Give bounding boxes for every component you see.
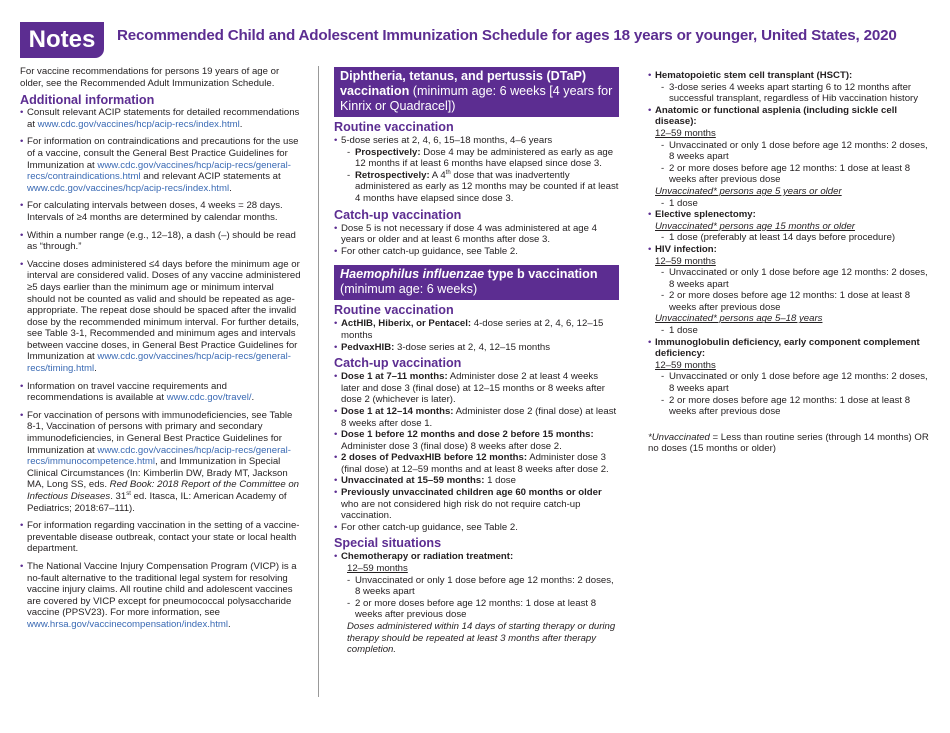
list-item: • For information on contraindications and precautions for the use of a vaccine, consult the General Best Practice Guidelines for Immunization at www.cdc.gov/vaccines/hcp/acip-recs/general-recs/contraindications.html and relevant ACIP statements at www.cdc.gov/vaccines/hcp/acip-recs/index.html. [20, 136, 302, 194]
list-item: • Previously unvaccinated children age 60 months or older who are not considered high risk do not require catch-up vaccination. [334, 487, 619, 522]
list-item: - 1 dose [655, 325, 933, 337]
list-item: • Dose 1 before 12 months and dose 2 before 15 months: Administer dose 3 (final dose) 8 weeks after dose 2. [334, 429, 619, 452]
list-item: - 2 or more doses before age 12 months: 1 dose at least 8 weeks after previous dose [655, 290, 933, 313]
immunocompetence-link[interactable]: www.cdc.gov/vaccines/hcp/acip-recs/general-recs/immunocompetence.html [27, 444, 291, 468]
list-item: • 2 doses of PedvaxHIB before 12 months: Administer dose 3 (final dose) at 12–59 months and at least 8 weeks after dose 2. [334, 452, 619, 475]
list-item: - Unvaccinated or only 1 dose before age 12 months: 2 doses, 8 weeks apart [655, 140, 933, 163]
intro-text: For vaccine recommendations for persons 19 years of age or older, see the Recommended Adult Immunization Schedule. [20, 66, 280, 89]
notes-badge: Notes [20, 22, 104, 58]
list-item: • Within a number range (e.g., 12–18), a dash (–) should be read as “through.” [20, 230, 302, 253]
list-item: • PedvaxHIB: 3-dose series at 2, 4, 12–15 months [334, 342, 619, 354]
page-title: Recommended Child and Adolescent Immunization Schedule for ages 18 years or younger, United States, 2020 [117, 27, 897, 44]
dtap-routine-heading: Routine vaccination [334, 120, 454, 134]
age-range: 12–59 months [655, 127, 716, 139]
unvaccinated-footnote: *Unvaccinated = Less than routine series (through 14 months) OR no doses (15 months or older) [648, 431, 929, 455]
contraindications-link[interactable]: www.cdc.gov/vaccines/hcp/acip-recs/general-recs/contraindications.html [27, 159, 291, 183]
acip-statements-link[interactable]: www.cdc.gov/vaccines/hcp/acip-recs/index.html [27, 182, 230, 194]
dtap-title-box: Diphtheria, tetanus, and pertussis (DTaP) vaccination (minimum age: 6 weeks [4 years for Kinrix or Quadracel]) [334, 67, 619, 117]
list-item: - Unvaccinated or only 1 dose before age 12 months: 2 doses, 8 weeks apart [341, 575, 619, 598]
list-item: • Consult relevant ACIP statements for detailed recommendations at www.cdc.gov/vaccines/hcp/acip-recs/index.html. [20, 107, 302, 130]
list-item: - Unvaccinated or only 1 dose before age 12 months: 2 doses, 8 weeks apart [655, 371, 933, 394]
list-item: • For other catch-up guidance, see Table 2. [334, 246, 619, 258]
list-item: • Dose 5 is not necessary if dose 4 was administered at age 4 years or older and at least 6 months after dose 3. [334, 223, 619, 246]
list-item: • Chemotherapy or radiation treatment: 12–59 months - Unvaccinated or only 1 dose before age 12 months: 2 doses, 8 weeks apart - 2 or more doses before age 12 months: 1 dose at least 8 weeks after previous dose Doses administered within 14 days of starting therapy or during therapy should be repeated at least 3 months after therapy completion. [334, 551, 619, 655]
list-item: • For information regarding vaccination in the setting of a vaccine-preventable disease outbreak, contact your state or local health department. [20, 520, 302, 555]
column-divider [318, 66, 319, 697]
list-item: • ActHIB, Hiberix, or Pentacel: 4-dose series at 2, 4, 6, 12–15 months [334, 318, 619, 341]
list-item: - 3-dose series 4 weeks apart starting 6 to 12 months after successful transplant, regardless of Hib vaccination history [655, 82, 933, 105]
list-item: • For other catch-up guidance, see Table 2. [334, 522, 619, 534]
unvaccinated-label: Unvaccinated* persons age 5–18 years [655, 313, 823, 325]
list-item: • The National Vaccine Injury Compensation Program (VICP) is a no-fault alternative to the traditional legal system for resolving vaccine injury claims. All routine child and adolescent vaccines are covered by VICP except for pneumococcal polysaccharide vaccine (PPSV23). For more information, see www.hrsa.gov/vaccinecompensation/index.html. [20, 561, 302, 631]
unvaccinated-label: Unvaccinated* persons age 15 months or older [655, 220, 855, 232]
list-item: - Unvaccinated or only 1 dose before age 12 months: 2 doses, 8 weeks apart [655, 267, 933, 290]
hib-routine-heading: Routine vaccination [334, 303, 454, 318]
hib-catchup-heading: Catch-up vaccination [334, 356, 462, 371]
chemo-note: Doses administered within 14 days of starting therapy or during therapy should be repeated at least 3 months after therapy completion. [347, 621, 616, 656]
additional-info-heading: Additional information [20, 93, 155, 108]
list-item: - 1 dose (preferably at least 14 days before procedure) [655, 232, 933, 244]
hib-special-heading: Special situations [334, 536, 442, 551]
list-item: • 5-dose series at 2, 4, 6, 15–18 months, 4–6 years - Prospectively: Dose 4 may be administered as early as age 12 months if at least 6 months have elapsed since dose 3. - Retrospectively: A 4th dose that was inadvertently administered as early as 12 months may be counted if at least 4 months have elapsed since dose 3. [334, 135, 619, 205]
column-hib-special [648, 70, 933, 455]
list-item: • For vaccination of persons with immunodeficiencies, see Table 8-1, Vaccination of persons with primary and secondary immunodeficiencies, in General Best Practice Guidelines for Immunization at www.cdc.gov/vaccines/hcp/acip-recs/general-recs/immunocompetence.html, and Immunization in Special Clinical Circumstances (In: Kimberlin DW, Brady MT, Jackson MA, Long SS, eds. Red Book: 2018 Report of the Committee on Infectious Diseases. 31st ed. Itasca, IL: American Academy of Pediatrics; 2018:67–111). [20, 410, 302, 514]
list-item: • Vaccine doses administered ≤4 days before the minimum age or interval are considered valid. Doses of any vaccine administered ≥5 days earlier than the minimum age or minimum interval should not be counted as valid and should be repeated as age-appropriate. The repeat dose should be spaced after the invalid dose by the recommended minimum interval. For further details, see Table 3-1, Recommended and minimum ages and intervals between vaccine doses, in General Best Practice Guidelines for Immunization at www.cdc.gov/vaccines/hcp/acip-recs/general-recs/timing.html. [20, 259, 302, 375]
acip-recs-link[interactable]: www.cdc.gov/vaccines/hcp/acip-recs/index.html [37, 118, 240, 130]
list-item: • Unvaccinated at 15–59 months: 1 dose [334, 475, 619, 487]
unvaccinated-label: Unvaccinated* persons age 5 years or older [655, 185, 842, 197]
list-item: • HIV infection: 12–59 months - Unvaccinated or only 1 dose before age 12 months: 2 doses, 8 weeks apart - 2 or more doses before age 12 months: 1 dose at least 8 weeks after previous dose Unvaccinated* persons age 5–18 years - 1 dose [648, 244, 933, 337]
list-item: • Information on travel vaccine requirements and recommendations is available at www.cdc.gov/travel/. [20, 381, 302, 404]
list-item: - Retrospectively: A 4th dose that was inadvertently administered as early as 12 months may be counted if at least 4 months have elapsed since dose 3. [341, 170, 619, 205]
list-item: • Dose 1 at 7–11 months: Administer dose 2 at least 4 weeks later and dose 3 (final dose) at 12–15 months or 8 weeks after dose 2 (whichever is later). [334, 371, 619, 406]
list-item: • For calculating intervals between doses, 4 weeks = 28 days. Intervals of ≥4 months are determined by calendar months. [20, 200, 302, 223]
age-range: 12–59 months [347, 563, 408, 575]
timing-link[interactable]: www.cdc.gov/vaccines/hcp/acip-recs/general-recs/timing.html [27, 351, 291, 375]
list-item: - 2 or more doses before age 12 months: 1 dose at least 8 weeks after previous dose [655, 163, 933, 186]
travel-link[interactable]: www.cdc.gov/travel/ [166, 392, 252, 404]
list-item: • Immunoglobulin deficiency, early component complement deficiency: 12–59 months - Unvaccinated or only 1 dose before age 12 months: 2 doses, 8 weeks apart - 2 or more doses before age 12 months: 1 dose at least 8 weeks after previous dose [648, 337, 933, 418]
list-item: • Anatomic or functional asplenia (including sickle cell disease): 12–59 months - Unvaccinated or only 1 dose before age 12 months: 2 doses, 8 weeks apart - 2 or more doses before age 12 months: 1 dose at least 8 weeks after previous dose Unvaccinated* persons age 5 years or older - 1 dose [648, 105, 933, 209]
list-item: - 2 or more doses before age 12 months: 1 dose at least 8 weeks after previous dose [655, 395, 933, 418]
column-general-notes [20, 66, 302, 637]
vicp-link[interactable]: www.hrsa.gov/vaccinecompensation/index.html [27, 618, 229, 630]
hib-title-box: Haemophilus influenzae type b vaccination (minimum age: 6 weeks) [334, 265, 619, 300]
age-range: 12–59 months [655, 359, 716, 371]
list-item: • Dose 1 at 12–14 months: Administer dose 2 (final dose) at least 8 weeks after dose 1. [334, 406, 619, 429]
dtap-catchup-heading: Catch-up vaccination [334, 207, 462, 222]
list-item: - 1 dose [655, 198, 933, 210]
column-dtap-hib [334, 67, 619, 656]
list-item: - 2 or more doses before age 12 months: 1 dose at least 8 weeks after previous dose [341, 598, 619, 621]
list-item: • Elective splenectomy: Unvaccinated* persons age 15 months or older - 1 dose (preferably at least 14 days before procedure) [648, 209, 933, 244]
list-item: • Hematopoietic stem cell transplant (HSCT): - 3-dose series 4 weeks apart starting 6 to 12 months after successful transplant, regardless of Hib vaccination history [648, 70, 933, 105]
age-range: 12–59 months [655, 255, 716, 267]
list-item: - Prospectively: Dose 4 may be administered as early as age 12 months if at least 6 months have elapsed since dose 3. [341, 147, 619, 170]
